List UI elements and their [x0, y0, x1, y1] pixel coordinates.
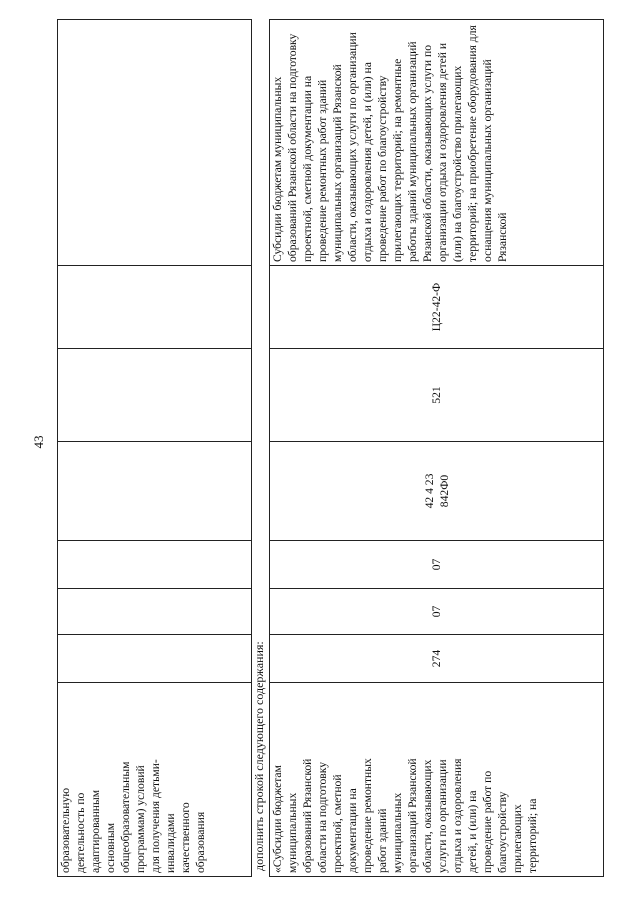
table-row [270, 20, 604, 877]
code-ministry-cell [58, 635, 252, 683]
code-target-cell [58, 442, 252, 541]
table-new-row [269, 19, 604, 877]
table-row [58, 20, 252, 877]
code-target-cell: 42 4 23 842Ф0 [270, 442, 604, 541]
description-cell: Субсидии бюджетам муниципальных образований Рязанской области на подготовку проектной, сметной документации на проведение ремонтных работ зданий муниципальных организаций Рязанской области, оказывающих услуги по организации отдыха и оздоровления детей, и (или) на проведение работ по благоустройству прилегающих территорий; на ремонтные работы зданий муниципальных организаций Рязанской области, оказывающих услуги по организации отдыха и оздоровления детей и (или) на благоустройство прилегающих территорий; на приобретение оборудования для оснащения муниципальных организаций Рязанской [270, 20, 604, 266]
table-top-continuation [57, 19, 252, 877]
code-extra-cell: Ц22-42-Ф [270, 266, 604, 349]
rotated-page-content [57, 20, 602, 877]
name-cell: образовательную деятельность по адаптированным основным общеобразовательным программам) условий для получения детьми- инвалидами качественного образования [58, 683, 252, 877]
instruction-text: дополнить строкой следующего содержания: [252, 641, 266, 871]
code-expense-cell: 521 [270, 349, 604, 442]
description-cell [58, 20, 252, 266]
name-cell: «Субсидии бюджетам муниципальных образований Рязанской области на подготовку проектной, сметной документации на проведение ремонтных работ зданий муниципальных организаций Рязанской области, оказывающих услуги по организации отдыха и оздоровления детей, и (или) на проведение работ по благоустройству прилегающих территорий; на [270, 683, 604, 877]
page-number: 43 [31, 435, 46, 449]
code-expense-cell [58, 349, 252, 442]
code-section-cell: 07 [270, 589, 604, 635]
code-subsection-cell: 07 [270, 541, 604, 589]
code-ministry-cell: 274 [270, 635, 604, 683]
code-subsection-cell [58, 541, 252, 589]
code-extra-cell [58, 266, 252, 349]
code-section-cell [58, 589, 252, 635]
